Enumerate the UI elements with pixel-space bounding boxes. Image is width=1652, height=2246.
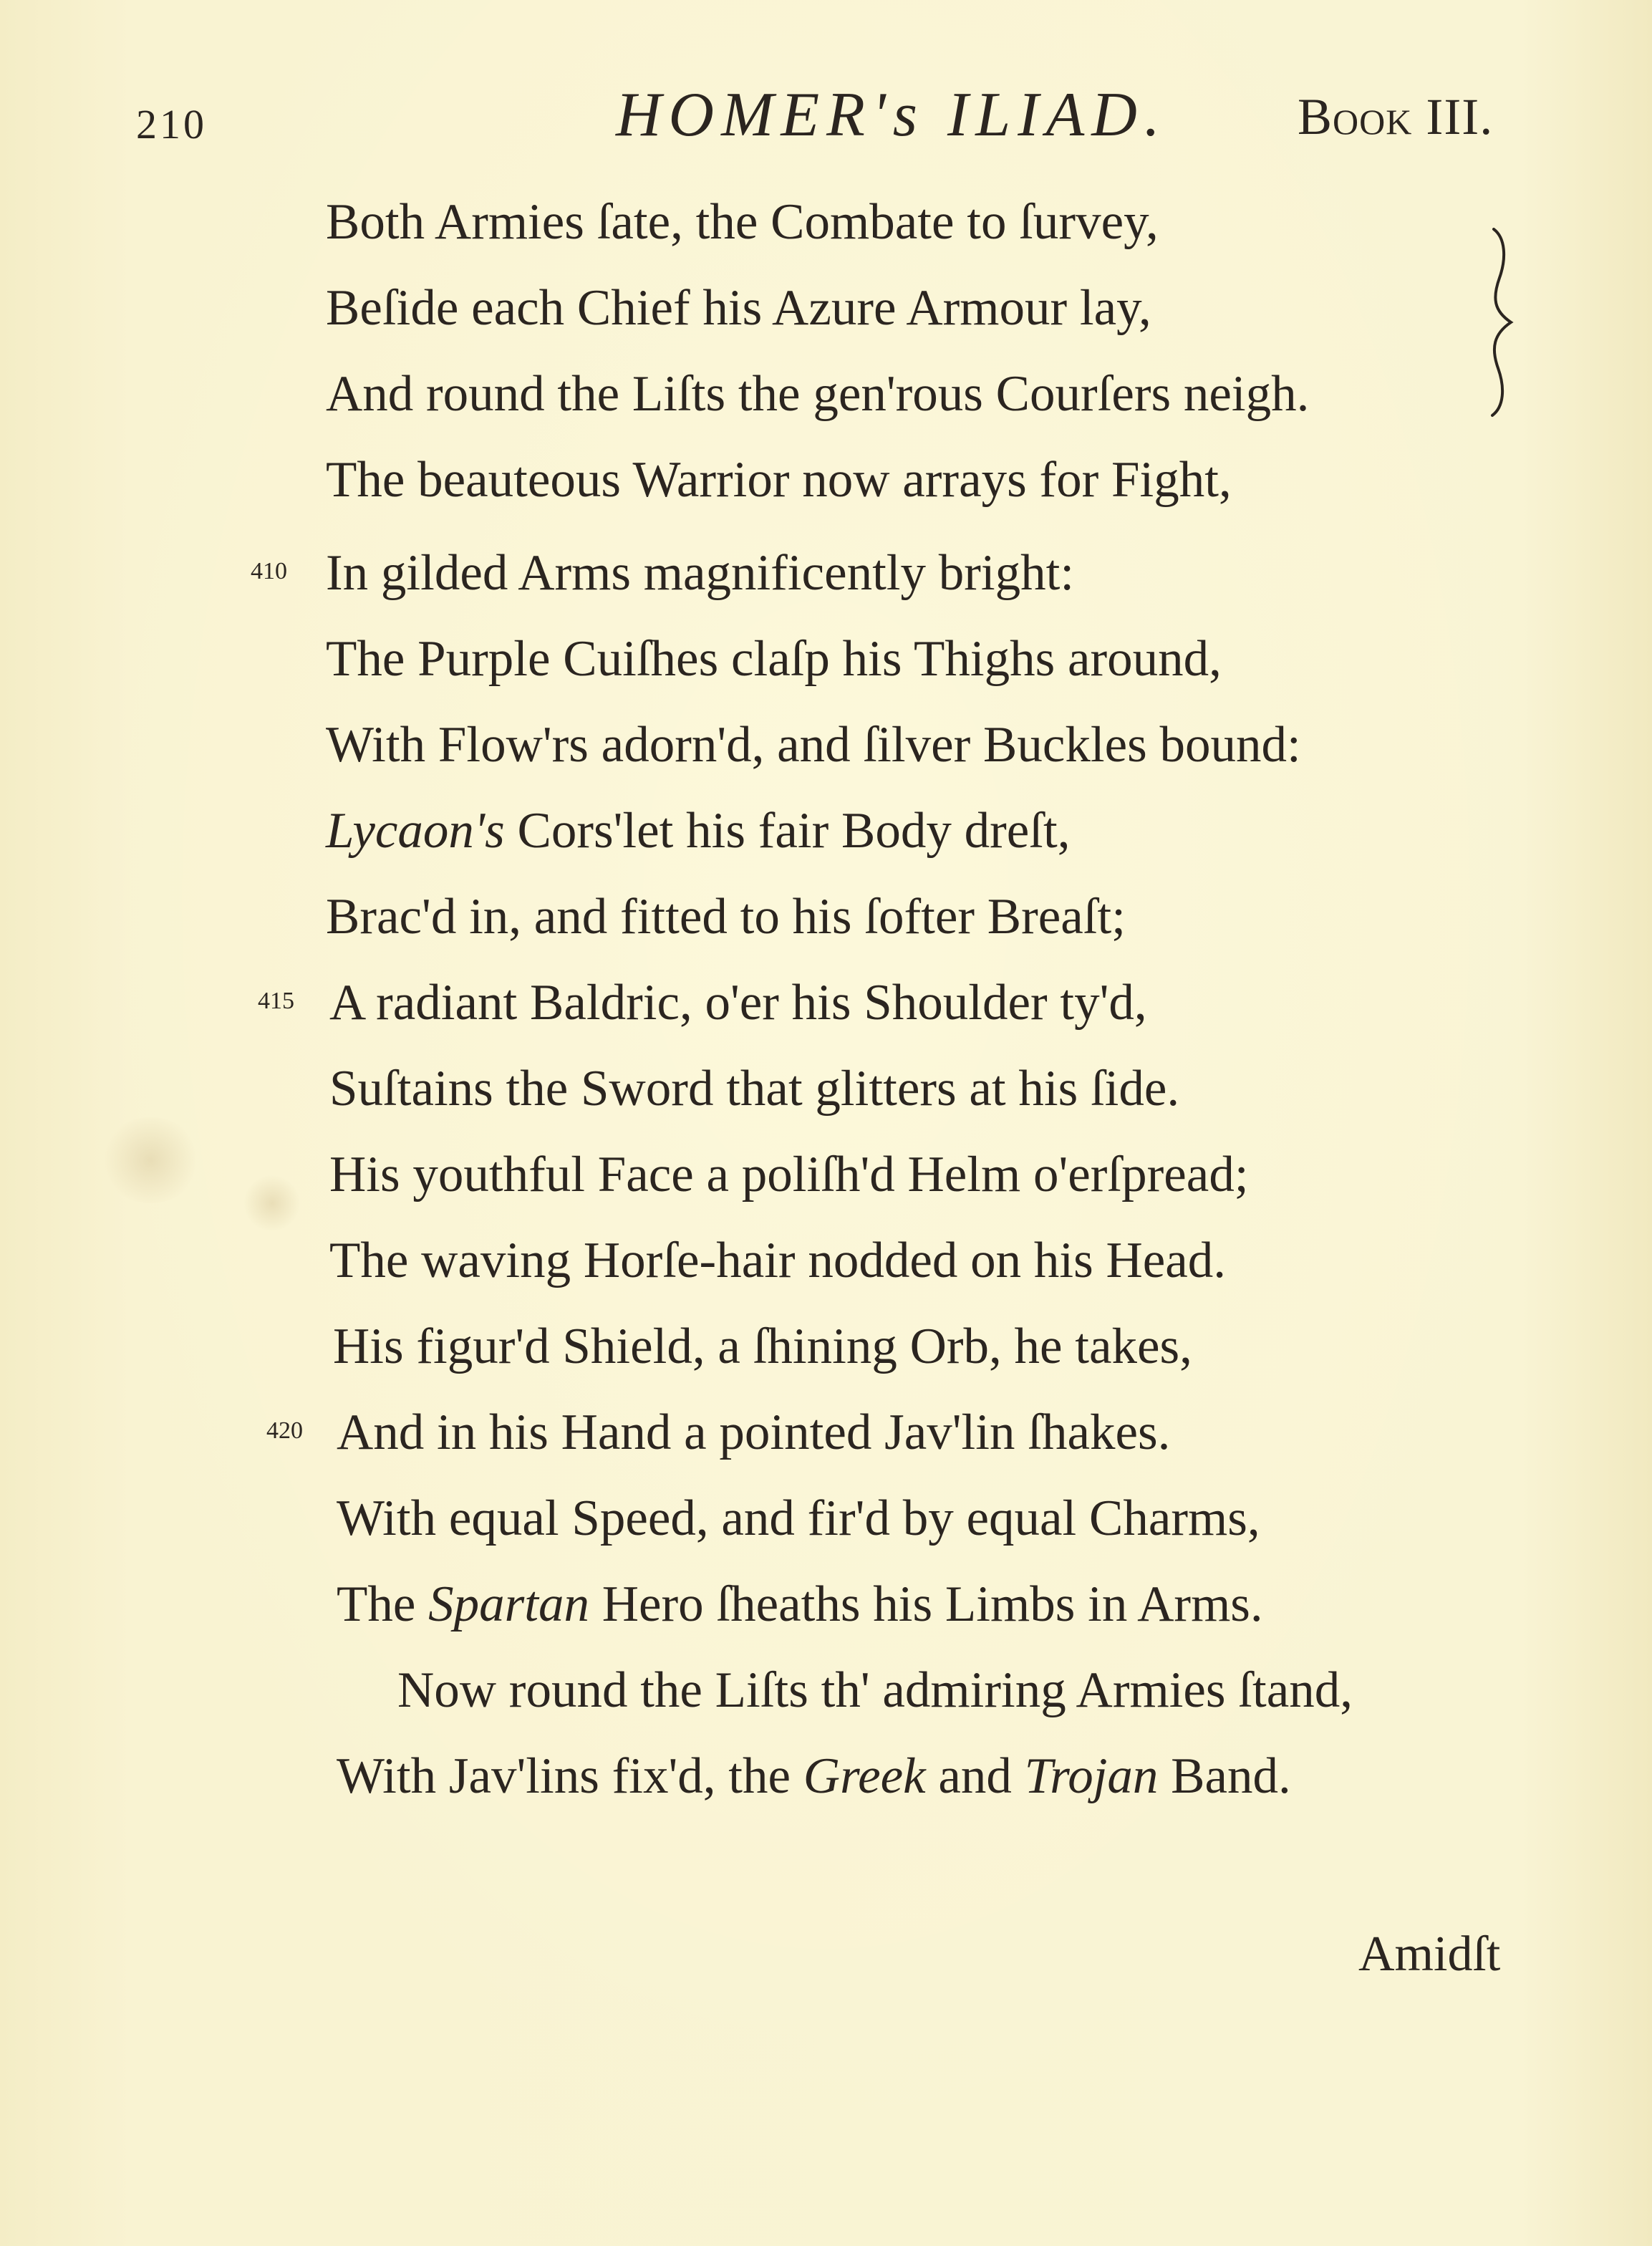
verse-line: The Purple Cuiſhes claſp his Thighs around, — [326, 631, 1222, 687]
book-label: Book III. — [1298, 88, 1494, 145]
verse-line: And in his Hand a pointed Jav'lin ſhakes. — [337, 1404, 1171, 1460]
page-number: 210 — [136, 101, 207, 148]
verse-line: In gilded Arms magnificently bright: — [326, 545, 1075, 601]
verse-line: Both Armies ſate, the Combate to ſurvey, — [326, 194, 1159, 250]
catchword: Amidſt — [1358, 1927, 1501, 1982]
verse-line-rest: Band. — [1158, 1748, 1291, 1804]
verse-line: And round the Liſts the gen'rous Courſers neigh. — [326, 366, 1310, 422]
line-number: 415 — [258, 988, 294, 1014]
italic-name-greek: Greek — [803, 1748, 926, 1804]
verse-line: Beſide each Chief his Azure Armour lay, — [326, 280, 1151, 336]
verse-line: The beauteous Warrior now arrays for Fight, — [326, 452, 1232, 508]
italic-name-trojan: Trojan — [1024, 1748, 1159, 1804]
line-number: 420 — [266, 1417, 303, 1444]
verse-line: Now round the Liſts th' admiring Armies ſtand, — [397, 1662, 1353, 1718]
verse-line: The waving Horſe-hair nodded on his Head. — [329, 1233, 1226, 1288]
verse-line-rest: Hero ſheaths his Limbs in Arms. — [589, 1576, 1263, 1632]
verse-line — [337, 1744, 1291, 1808]
verse-line-mid: and — [925, 1748, 1025, 1804]
verse-line — [337, 1572, 1263, 1637]
line-number: 410 — [251, 558, 287, 584]
running-title: HOMER's ILIAD. — [616, 80, 1167, 150]
italic-name-lycaon: Lycaon's — [326, 803, 505, 859]
verse-line: With equal Speed, and fir'd by equal Charms, — [337, 1490, 1260, 1546]
verse-line: With Flow'rs adorn'd, and ſilver Buckles bound: — [326, 717, 1301, 773]
verse-line-start: The — [337, 1576, 429, 1632]
verse-line-rest: Cors'let his fair Body dreſt, — [517, 803, 1071, 859]
verse-line-start: With Jav'lins fix'd, the — [337, 1748, 803, 1804]
italic-name-spartan: Spartan — [428, 1576, 589, 1632]
verse-line — [326, 799, 1070, 863]
triplet-brace — [1481, 222, 1524, 423]
verse-line: His figur'd Shield, a ſhining Orb, he takes, — [333, 1319, 1192, 1374]
verse-line: A radiant Baldric, o'er his Shoulder ty'd, — [329, 975, 1147, 1031]
verse-line: Suſtains the Sword that glitters at his ſide. — [329, 1061, 1180, 1117]
verse-line: Brac'd in, and fitted to his ſofter Breaſt; — [326, 889, 1126, 945]
verse-line: His youthful Face a poliſh'd Helm o'erſpread; — [329, 1147, 1249, 1202]
